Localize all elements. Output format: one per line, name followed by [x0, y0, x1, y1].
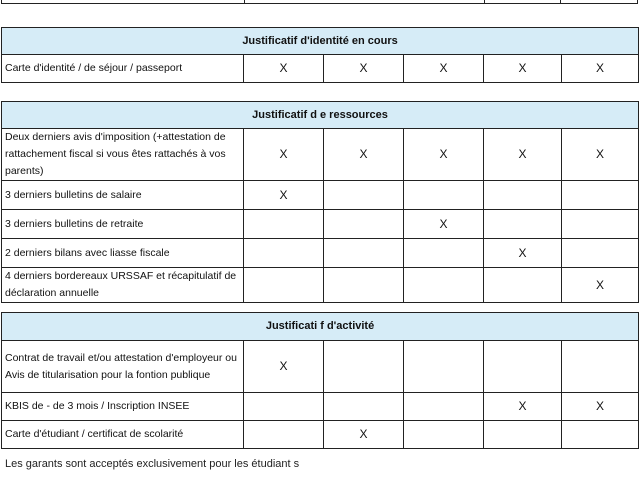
check-mark — [244, 239, 324, 268]
table-row — [2, 421, 639, 449]
section-header: Justificatif d e ressources — [2, 102, 639, 129]
check-mark — [324, 393, 404, 421]
check-mark — [324, 341, 404, 393]
check-mark — [562, 239, 639, 268]
row-label: KBIS de - de 3 mois / Inscription INSEE — [2, 393, 244, 421]
check-mark — [244, 210, 324, 239]
check-mark — [404, 268, 484, 303]
check-mark: X — [324, 55, 404, 83]
check-mark: X — [562, 393, 639, 421]
row-label: 2 derniers bilans avec liasse fiscale — [2, 239, 244, 268]
check-mark: X — [244, 341, 324, 393]
check-mark: X — [404, 129, 484, 181]
row-label: 3 derniers bulletins de salaire — [2, 181, 244, 210]
check-mark: X — [324, 129, 404, 181]
column-divider — [560, 0, 561, 3]
row-label: Deux derniers avis d'imposition (+attestation de rattachement fiscal si vous êtes rattachés à vos parents) — [2, 129, 244, 181]
table-row — [2, 129, 639, 181]
row-label: 3 derniers bulletins de retraite — [2, 210, 244, 239]
check-mark: X — [484, 55, 562, 83]
check-mark: X — [562, 55, 639, 83]
check-mark: X — [484, 239, 562, 268]
footer-note: Les garants sont acceptés exclusivement pour les étudiant s — [5, 458, 300, 470]
section-header: Justificatif d'identité en cours — [2, 28, 639, 55]
row-label: Contrat de travail et/ou attestation d'employeur ou Avis de titularisation pour la fontion publique — [2, 341, 244, 393]
check-mark: X — [562, 129, 639, 181]
row-label: Carte d'identité / de séjour / passeport — [2, 55, 244, 83]
check-mark — [562, 341, 639, 393]
check-mark — [404, 393, 484, 421]
check-mark — [324, 181, 404, 210]
column-divider — [244, 0, 245, 3]
check-mark — [484, 181, 562, 210]
check-mark — [562, 210, 639, 239]
check-mark — [324, 210, 404, 239]
check-mark — [404, 181, 484, 210]
check-mark — [404, 239, 484, 268]
check-mark — [244, 268, 324, 303]
resources-table — [1, 101, 639, 303]
activity-table — [1, 312, 639, 449]
check-mark — [404, 421, 484, 449]
row-label: Carte d'étudiant / certificat de scolarité — [2, 421, 244, 449]
check-mark: X — [404, 55, 484, 83]
table-row — [2, 55, 639, 83]
check-mark: X — [484, 129, 562, 181]
table-row — [2, 268, 639, 303]
check-mark: X — [244, 55, 324, 83]
table-row — [2, 393, 639, 421]
check-mark — [484, 421, 562, 449]
check-mark: X — [244, 181, 324, 210]
check-mark — [324, 239, 404, 268]
identity-table — [1, 27, 639, 83]
check-mark: X — [562, 268, 639, 303]
check-mark — [244, 393, 324, 421]
check-mark — [562, 421, 639, 449]
row-label: 4 derniers bordereaux URSSAF et récapitulatif de déclaration annuelle — [2, 268, 244, 303]
check-mark — [562, 181, 639, 210]
check-mark — [484, 210, 562, 239]
table-row — [2, 341, 639, 393]
check-mark — [404, 341, 484, 393]
check-mark — [244, 421, 324, 449]
section-header: Justificati f d'activité — [2, 313, 639, 341]
check-mark: X — [404, 210, 484, 239]
table-row — [2, 210, 639, 239]
check-mark — [484, 341, 562, 393]
previous-table-row-fragment — [1, 0, 638, 4]
column-divider — [484, 0, 485, 3]
check-mark: X — [484, 393, 562, 421]
check-mark: X — [244, 129, 324, 181]
check-mark — [324, 268, 404, 303]
table-row — [2, 181, 639, 210]
check-mark — [484, 268, 562, 303]
table-row — [2, 239, 639, 268]
check-mark: X — [324, 421, 404, 449]
